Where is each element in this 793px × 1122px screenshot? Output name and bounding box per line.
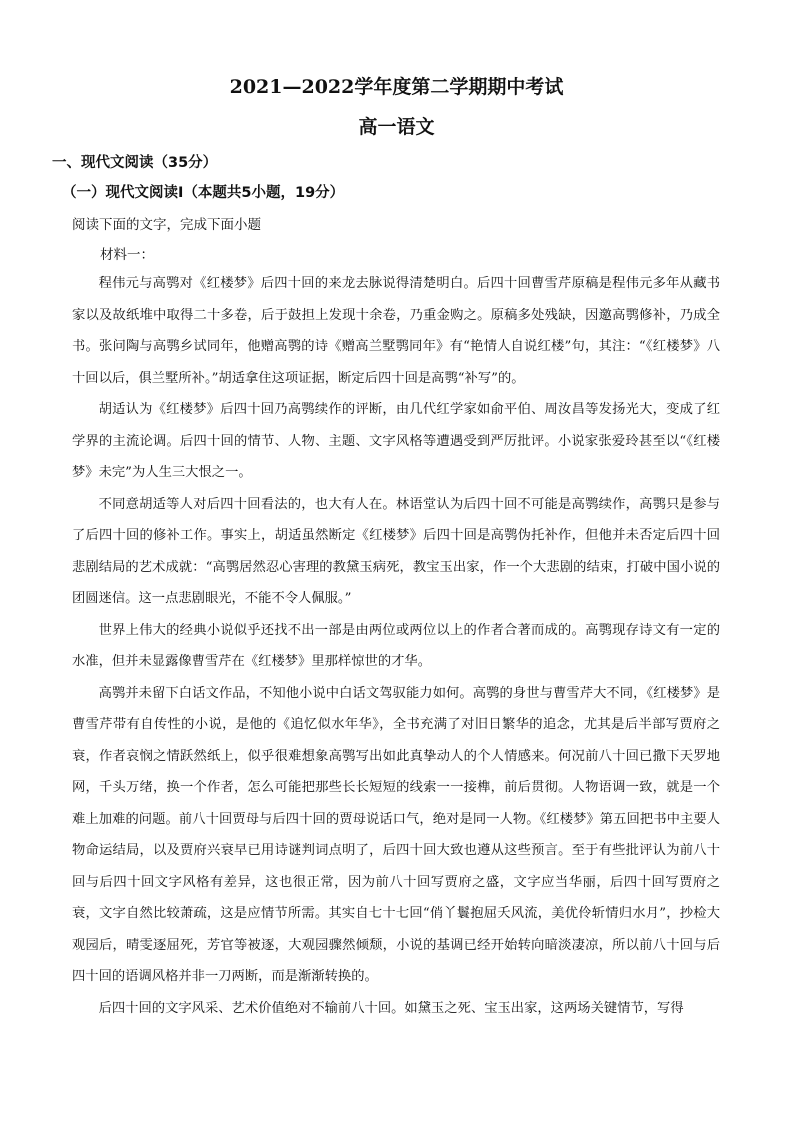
material-paragraph-6: 后四十回的文字风采、艺术价值绝对不输前八十回。如黛玉之死、宝玉出家，这两场关键情节，写得 <box>98 1000 684 1016</box>
exam-title: 2021—2022学年度第二学期期中考试 <box>229 76 564 98</box>
material-body <box>72 268 720 1024</box>
subject-title: 高一语文 <box>358 116 435 138</box>
part1-heading: 一、现代文阅读（35分） <box>52 155 218 171</box>
material-paragraph-4: 世界上伟大的经典小说似乎还找不出一部是由两位或两位以上的作者合著而成的。高鹗现存诗文有一定的水准，但并未显露像曹雪芹在《红楼梦》里那样惊世的才华。 <box>72 622 720 669</box>
material-label: 材料一： <box>100 247 154 263</box>
instruction-text: 阅读下面的文字，完成下面小题 <box>72 217 261 233</box>
material-paragraph-3: 不同意胡适等人对后四十回看法的，也大有人在。林语堂认为后四十回不可能是高鹗续作，高鹗只是参与了后四十回的修补工作。事实上，胡适虽然断定《红楼梦》后四十回是高鹗伪托补作，但他并未否定后四十回悲剧结局的艺术成就：“高鹗居然忍心害理的教黛玉病死，教宝玉出家，作一个大悲剧的结束，打破中国小说的团圆迷信。这一点悲剧眼光，不能不令人佩服。” <box>72 496 720 606</box>
material-paragraph-5: 高鹗并未留下白话文作品，不知他小说中白话文驾驭能力如何。高鹗的身世与曹雪芹大不同，《红楼梦》是曹雪芹带有自传性的小说，是他的《追忆似水年华》，全书充满了对旧日繁华的追念，尤其是后半部写贾府之衰，作者哀悯之情跃然纸上，似乎很难想象高鹗写出如此真挚动人的个人情感来。何况前八十回已撒下天罗地网，千头万绪，换一个作者，怎么可能把那些长长短短的线索一一接榫，前后贯彻。人物语调一致，就是一个难上加难的问题。前八十回贾母与后四十回的贾母说话口气，绝对是同一人物。《红楼梦》第五回把书中主要人物命运结局，以及贾府兴衰早已用诗谜判词点明了，后四十回大致也遵从这些预言。至于有些批评认为前八十回与后四十回文字风格有差异，这也很正常，因为前八十回写贾府之盛，文字应当华丽，后四十回写贾府之衰，文字自然比较萧疏，这是应情节所需。其实自七十七回“俏丫鬟抱屈夭风流，美优伶斩情归水月”，抄检大观园后，晴雯逐屈死，芳官等被逐，大观园骤然倾颓，小说的基调已经开始转向暗淡凄凉，所以前八十回与后四十回的语调风格并非一刀两断，而是渐渐转换的。 <box>72 685 720 984</box>
part1-sub-heading: （一）现代文阅读I（本题共5小题，19分） <box>62 185 345 201</box>
material-paragraph-2: 胡适认为《红楼梦》后四十回乃高鹗续作的评断，由几代红学家如俞平伯、周汝昌等发扬光大，变成了红学界的主流论调。后四十回的情节、人物、主题、文字风格等遭遇受到严厉批评。小说家张爱玲甚至以“《红楼梦》未完”为人生三大恨之一。 <box>72 402 720 480</box>
material-paragraph-1: 程伟元与高鹗对《红楼梦》后四十回的来龙去脉说得清楚明白。后四十回曹雪芹原稿是程伟元多年从藏书家以及故纸堆中取得二十多卷，后于鼓担上发现十余卷，乃重金购之。原稿多处残缺，因邀高鹗修补，乃成全书。张问陶与高鹗乡试同年，他赠高鹗的诗《赠高兰墅鹗同年》有“艳情人自说红楼”句，其注：“《红楼梦》八十回以后，俱兰墅所补。”胡适拿住这项证据，断定后四十回是高鹗“补写”的。 <box>72 276 720 386</box>
